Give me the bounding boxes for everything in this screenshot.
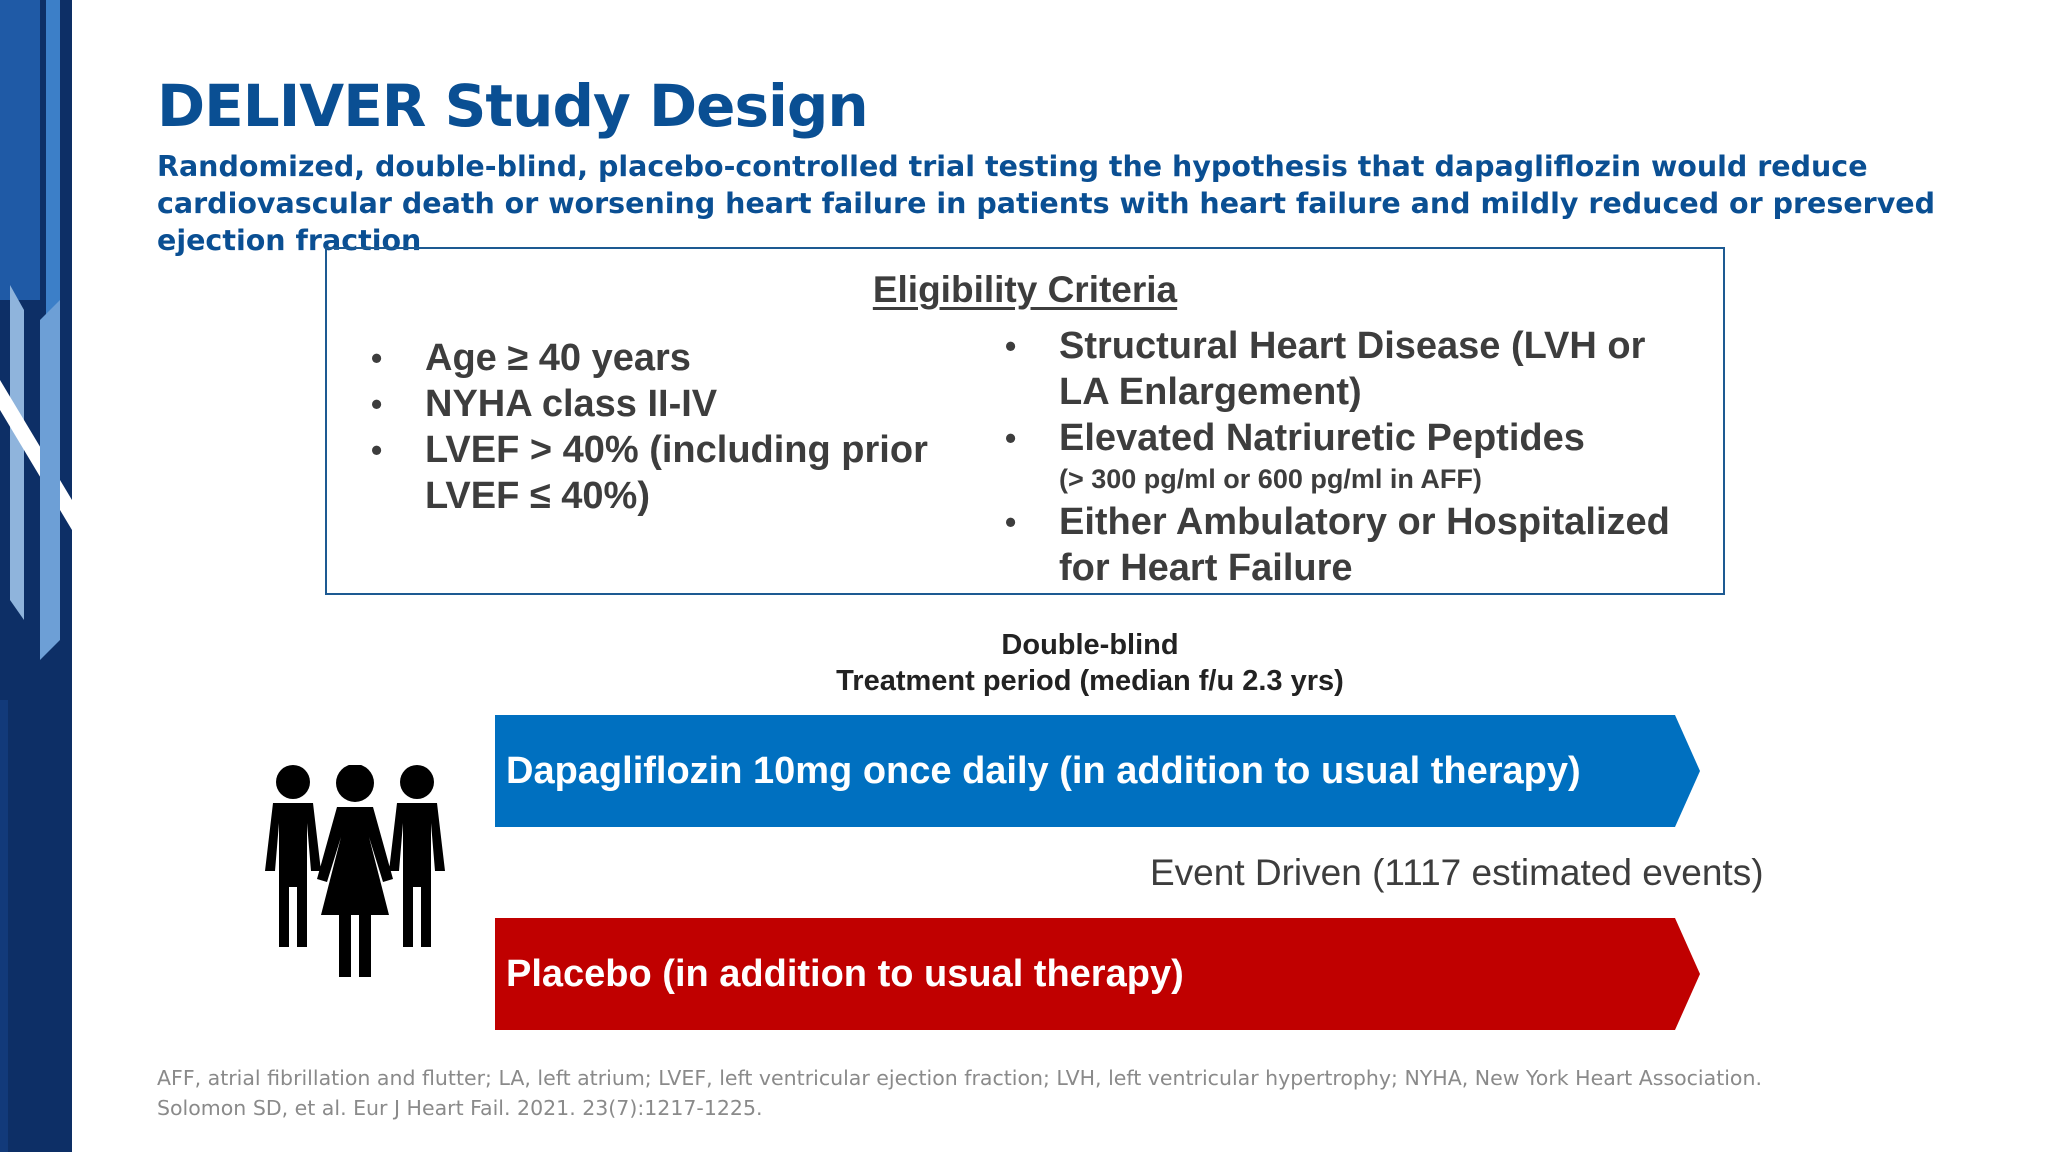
double-blind-label: Double-blind: [1001, 629, 1179, 661]
eligibility-heading: Eligibility Criteria: [872, 269, 1178, 310]
criterion-structural-heart-disease: • Structural Heart Disease (LVH or LA Enlargement): [993, 323, 1703, 415]
eligibility-left-list: [359, 335, 939, 519]
eligibility-right-list: [993, 323, 1703, 591]
slide-title: DELIVER Study Design: [157, 72, 868, 140]
placebo-arm-arrow: [495, 918, 1700, 1030]
criterion-natriuretic-peptides-label: Elevated Natriuretic Peptides: [1059, 417, 1585, 459]
people-group-icon: [247, 765, 463, 977]
treatment-period-label: Treatment period (median f/u 2.3 yrs): [836, 665, 1344, 697]
left-decorative-band: [0, 0, 72, 1152]
abbreviations-footnote: AFF, atrial fibrillation and flutter; LA, left atrium; LVEF, left ventricular ejection fraction; LVH, left ventricular hypertrophy; NYHA, New York Heart Association.: [157, 1066, 1762, 1090]
criterion-age: • Age ≥ 40 years: [359, 335, 939, 381]
slide-subtitle: Randomized, double-blind, placebo-controlled trial testing the hypothesis that dapagliflozin would reduce cardiovascular death or worsening heart failure in patients with heart failure and mildly reduced or preserved ejection fraction: [157, 150, 1936, 257]
footnotes: [157, 1063, 1762, 1123]
dapagliflozin-arm-label: Dapagliflozin 10mg once daily (in addition to usual therapy): [506, 750, 1581, 792]
citation-footnote: Solomon SD, et al. Eur J Heart Fail. 2021. 23(7):1217-1225.: [157, 1096, 763, 1120]
criterion-nyha: • NYHA class II-IV: [359, 381, 939, 427]
natriuretic-peptides-threshold: (> 300 pg/ml or 600 pg/ml in AFF): [1059, 464, 1482, 494]
criterion-natriuretic-peptides: [993, 415, 1703, 497]
placebo-arm-label: Placebo (in addition to usual therapy): [506, 953, 1184, 995]
event-driven-label: Event Driven (1117 estimated events): [1150, 852, 1764, 893]
eligibility-criteria-box: [325, 247, 1725, 595]
criterion-lvef: • LVEF > 40% (including prior LVEF ≤ 40%): [359, 427, 939, 519]
dapagliflozin-arm-arrow: [495, 715, 1700, 827]
criterion-ambulatory-or-hospitalized: • Either Ambulatory or Hospitalized for Heart Failure: [993, 499, 1703, 591]
